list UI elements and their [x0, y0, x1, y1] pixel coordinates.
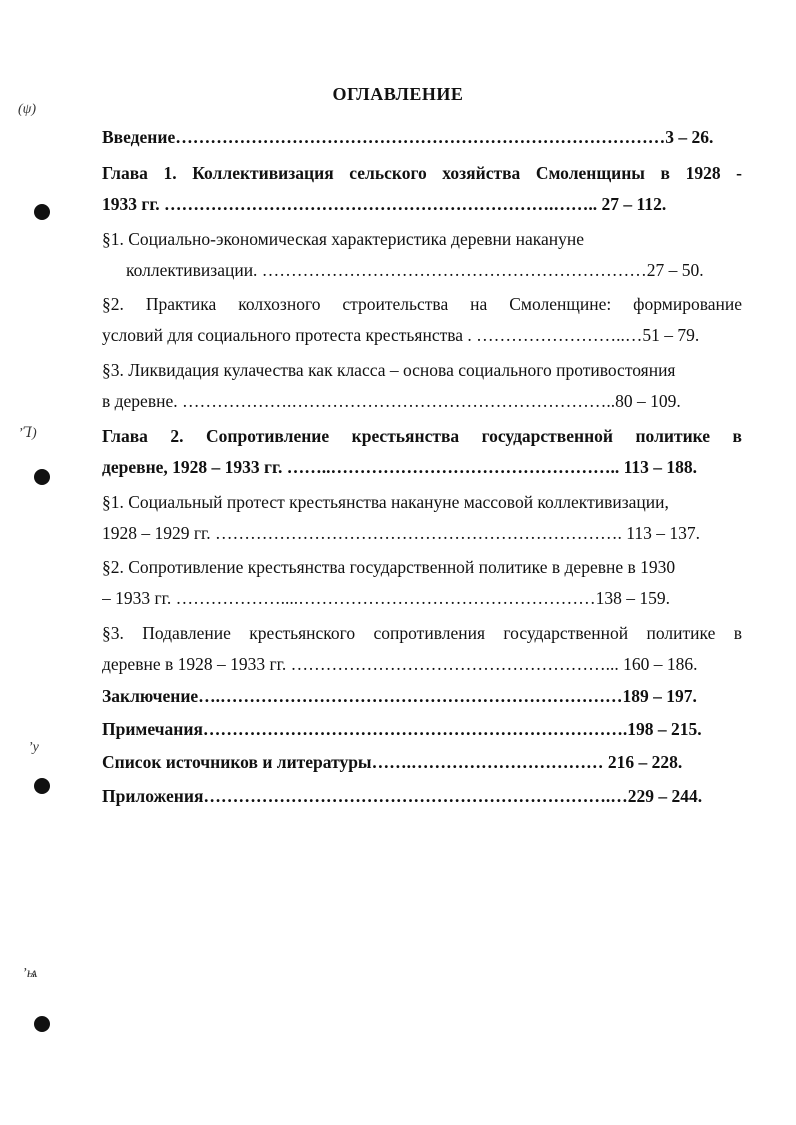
- toc-ch2-section-3-title: §3. Подавление крестьянского сопротивления государственной политике в: [102, 623, 742, 643]
- binder-hole: [34, 469, 50, 485]
- binder-hole: [34, 1016, 50, 1032]
- toc-ch2-section-2-title: §2. Сопротивление крестьянства государственной политике в деревне в 1930: [102, 557, 676, 577]
- margin-mark: (ψ): [18, 102, 37, 117]
- margin-mark: ʼꞀ): [18, 426, 37, 441]
- page-title: ОГЛАВЛЕНИЕ: [332, 84, 464, 104]
- toc-chapter-2-pages: деревне, 1928 – 1933 гг. ……..………………………………………….. 113 – 188.: [102, 457, 697, 477]
- toc-ch2-section-1-title: §1. Социальный протест крестьянства накануне массовой коллективизации,: [102, 492, 669, 512]
- toc-ch1-section-1-title: §1. Социально-экономическая характеристика деревни накануне: [102, 229, 584, 249]
- toc-ch2-section-1-pages: 1928 – 1929 гг. ……………………………………………………………. 113 – 137.: [102, 523, 700, 543]
- toc-ch2-section-3-pages: деревне в 1928 – 1933 гг. ………………………………………………... 160 – 186.: [102, 654, 698, 674]
- toc-chapter-1-pages: 1933 гг. ………………………………………………………….…….. 27 – 112.: [102, 194, 667, 214]
- binder-hole: [34, 204, 50, 220]
- toc-ch2-section-2-pages: – 1933 гг. ………………....……………………………………………138 – 159.: [102, 588, 671, 608]
- toc-ch1-section-1-pages: коллективизации. …………………………………………………………27 – 50.: [126, 260, 704, 280]
- toc-chapter-1-title: Глава 1. Коллективизация сельского хозяйства Смоленщины в 1928 -: [102, 163, 742, 183]
- toc-ch1-section-2-title: §2. Практика колхозного строительства на Смоленщине: формирование: [102, 294, 742, 314]
- toc-ch1-section-2-pages: условий для социального протеста крестьянства . ……………………..…51 – 79.: [102, 325, 700, 345]
- toc-entry-introduction: Введение…………………………………………………………………………3 – 26.: [102, 127, 714, 147]
- margin-mark: ʼѩ: [22, 966, 38, 981]
- binder-hole: [34, 778, 50, 794]
- toc-entry-sources: Список источников и литературы…….…………………………… 216 – 228.: [102, 752, 683, 772]
- toc-entry-notes: Примечания……………………………………………………………….198 – 215.: [102, 719, 702, 739]
- toc-entry-conclusion: Заключение….……………………………………………………………189 – 197.: [102, 686, 697, 706]
- toc-ch1-section-3-pages: в деревне. ……………….………………………………………………..80 – 109.: [102, 391, 681, 411]
- margin-mark: ʼy: [28, 740, 39, 755]
- toc-ch1-section-3-title: §3. Ликвидация кулачества как класса – основа социального противостояния: [102, 360, 676, 380]
- toc-chapter-2-title: Глава 2. Сопротивление крестьянства государственной политике в: [102, 426, 742, 446]
- toc-entry-appendices: Приложения…………………………………………………………….…229 – 244.: [102, 786, 703, 806]
